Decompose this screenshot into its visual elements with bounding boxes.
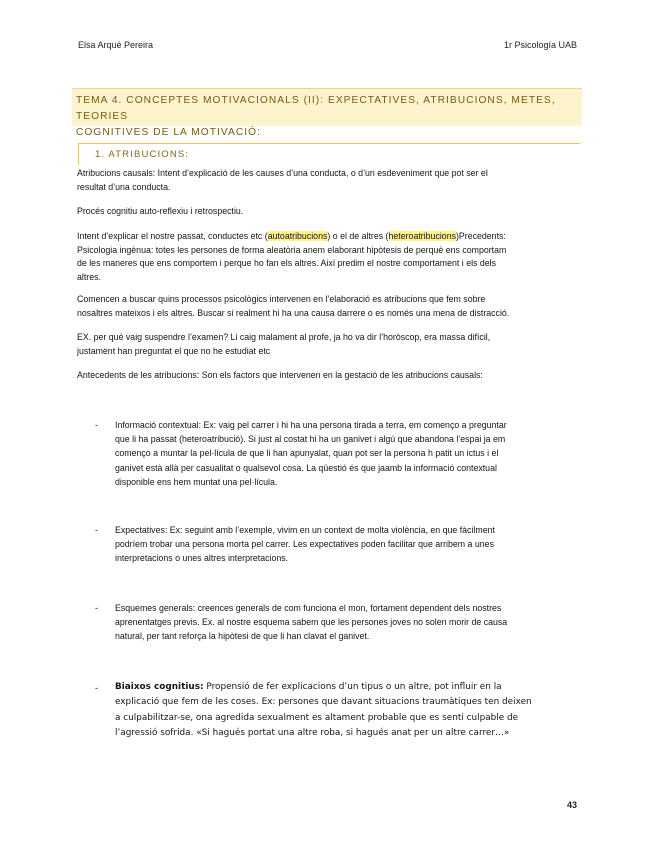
text-line: justament han preguntat el que no he estudiat etc [77,345,271,356]
chapter-title-box [72,88,582,138]
text-line: disponible ens hem muntat una pel·lícula. [115,476,278,487]
text-line: podríem trobar una persona morta pel carrer. Les expectatives poden facilitar que arribem a unes [115,539,494,550]
paragraph-antecedents [77,369,579,383]
highlight-autoatribucions: autoatribucions [267,231,328,241]
text-line: l’agressió sofrida. «Si hagués portat una altre roba, si hagués anat per un altre carrer…» [115,728,510,739]
text-fragment: ) o el de altres ( [327,231,389,241]
text-line: Expectatives: Ex: seguint amb l’exemple, vivim en un context de molta violència, en que fàcilment [115,525,495,535]
text-line: altres. [77,271,101,282]
page-number: 43 [566,800,577,810]
chapter-title-line-2: COGNITIVES DE LA MOTIVACIÓ: [76,127,261,138]
text-line: Informació contextual: Ex: vaig pel carrer i hi ha una persona tirada a terra, em començo a preguntar [115,420,507,430]
bullet-marker: - [95,420,98,430]
header-course: 1r Psicología UAB [503,40,577,50]
paragraph-processes [77,293,579,320]
text-fragment: Propensió de fer explicacions d’un tipus o un altre, pot influir en la [203,682,502,692]
text-line: ganivet està allà per casualitat o qualsevol cosa. La qüestió és que jaamb la informació contextual [115,462,497,473]
section-heading: 1. ATRIBUCIONS: [78,143,580,165]
text-line: començo a muntar la pel·lícula de que li han apunyalat, quan pot ser la persona h patit un ictus i el [115,448,499,459]
bullet-marker: - [95,603,98,613]
text-line [115,680,580,695]
text-line: interpretacions o unes altres interpretacions. [115,553,289,564]
text-line: de les maneres que ens comportem i perque ho fan els altres. Així predim el nostre comportament i els dels [77,258,497,269]
paragraph-explain-past [77,230,579,284]
text-line: natural, per tant reforça la hipòtesi de que li han clavat el ganivet. [115,631,370,642]
text-line: Comencen a buscar quins processos psicològics intervenen en l’elaboració es atribucions que fem sobre [77,294,486,304]
text-line: a culpabilitzar-se, ona agredida sexualment es altament probable que es senti culpable de [115,712,519,723]
bullet-cognitive-biases [115,680,580,742]
text-line: Esquemes generals: creences generals de com funciona el mon, fortament dependent dels nostres [115,603,502,613]
bullet-contextual-information [115,418,580,489]
text-line: EX. per què vaig suspendre l’examen? Li caig malament al profe, ja ho va dir l’horòscop, era massa difícil, [77,332,491,342]
bullet-marker: - [95,525,98,535]
chapter-title-line-1: TEMA 4. CONCEPTES MOTIVACIONALS (II): EXPECTATIVES, ATRIBUCIONS, METES, TEORIES [76,95,556,122]
text-line: aprenentatges previs. Ex. al nostre esquema sabem que les persones joves no solen morir de causa [115,617,508,628]
text-fragment: Intent d’explicar el nostre passat, conductes etc ( [77,231,268,241]
text-line: resultat d’una conducta. [77,181,171,192]
highlight-heteroatribucions: heteroatribucions [388,231,456,241]
text-line: nosaltres mateixos i els altres. Buscar si realment hi ha una causa darrere o es només una mena de distracció. [77,307,510,318]
bullet-expectatives [115,523,580,566]
bullet-general-schemes [115,601,580,644]
paragraph-causal-attributions [77,167,579,194]
text-line: Psicologia ingènua: totes les persones de forma aleatòria anem elaborant hipòtesis de perquè ens comportam [77,244,507,255]
paragraph-process [77,205,579,219]
text-line [77,230,579,244]
text-fragment: )Precedents: [455,231,506,241]
text-line: Atribucions causals: Intent d’explicació de les causes d’una conducta, o d’un esdeveniment que pot ser el [77,168,488,178]
bold-term: Biaixos cognitius: [115,682,204,692]
text-line: Procés cognitiu auto-reflexiu i retrospectiu. [77,206,244,216]
header-author: Elsa Arqué Pereira [78,40,154,50]
text-line: que li ha passat (heteroatribució). Si just al costat hi ha un ganivet i algú que abandona l’espai ja em [115,434,506,445]
text-line: explicació que fem de les coses. Ex: persones que davant situacions traumàtiques ten deixen [115,697,532,708]
text-line: Antecedents de les atribucions: Son els factors que intervenen en la gestació de les atribucions causals: [77,370,483,380]
paragraph-example [77,331,579,358]
bullet-marker: - [95,683,98,693]
